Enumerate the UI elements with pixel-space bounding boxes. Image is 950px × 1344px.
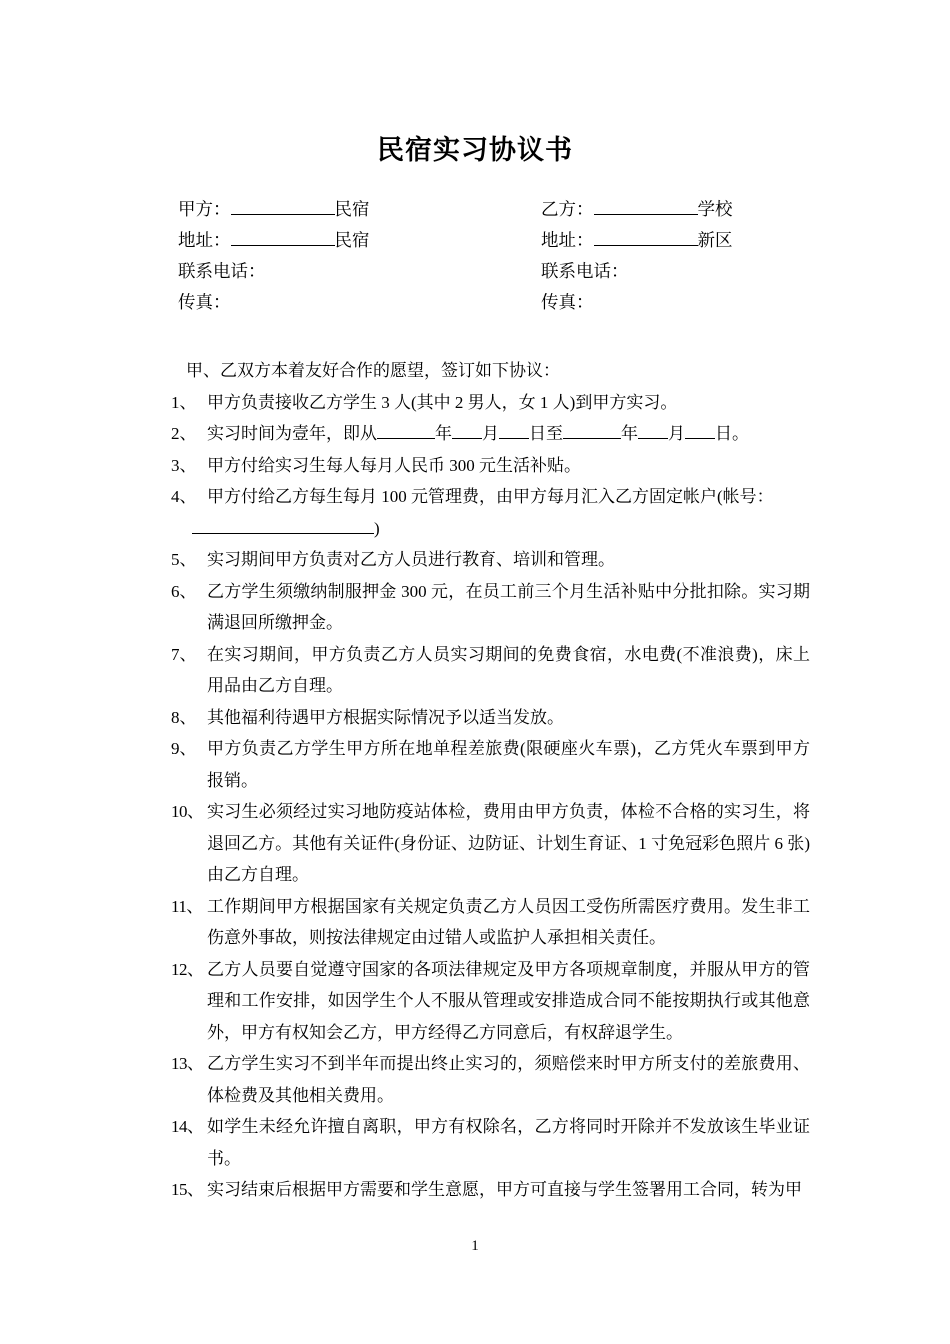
clause-2-prefix: 实习时间为壹年，即从 <box>207 424 377 443</box>
clause-item-9 <box>171 733 810 796</box>
clause-number-11: 11、 <box>171 896 203 916</box>
clause-2-blank-start-month[interactable] <box>452 423 482 439</box>
party-label-first-name: 甲方： <box>178 199 231 219</box>
agreement-body <box>0 355 950 1206</box>
party-row-second-address <box>541 225 733 256</box>
party-information-block <box>0 194 950 319</box>
party-blank-first-address[interactable] <box>231 230 335 246</box>
clause-number-4: 4、 <box>171 487 197 506</box>
clause-4-account-line <box>192 513 810 545</box>
clause-2-blank-end-month[interactable] <box>638 423 668 439</box>
party-column-first <box>178 194 370 318</box>
party-blank-first-name[interactable] <box>231 199 335 215</box>
party-row-first-fax <box>178 287 370 318</box>
page-number: 1 <box>471 1238 479 1254</box>
clause-text-11: 工作期间甲方根据国家有关规定负责乙方人员因工受伤所需医疗费用。发生非工伤意外事故，则按法律规定由过错人或监护人承担相关责任。 <box>207 896 810 947</box>
party-suffix-second-address: 新区 <box>697 230 733 250</box>
clause-text-3: 甲方付给实习生每人每月人民币 300 元生活补贴。 <box>207 455 581 475</box>
clause-number-8: 8、 <box>171 707 197 727</box>
clause-2-label-start-day: 日至 <box>529 424 563 443</box>
clause-number-2: 2、 <box>171 424 197 443</box>
party-row-first-name <box>178 194 370 225</box>
clause-text-5: 实习期间甲方负责对乙方人员进行教育、培训和管理。 <box>207 550 615 569</box>
party-blank-second-address[interactable] <box>594 230 698 246</box>
clause-2-label-end-day: 日。 <box>715 424 749 443</box>
clause-item-11 <box>171 891 810 954</box>
clause-number-10: 10、 <box>171 802 204 821</box>
clause-item-5 <box>171 544 810 576</box>
clause-text-6: 乙方学生须缴纳制服押金 300 元，在员工前三个月生活补贴中分批扣除。实习期满退回所缴押金。 <box>207 581 810 632</box>
party-label-first-fax: 传真： <box>178 292 231 312</box>
clause-item-1 <box>171 387 810 419</box>
clause-text-9: 甲方负责乙方学生甲方所在地单程差旅费(限硬座火车票)，乙方凭火车票到甲方报销。 <box>207 739 810 790</box>
clause-number-12: 12、 <box>171 959 204 979</box>
clause-item-6 <box>171 576 810 639</box>
party-row-second-phone <box>541 256 733 287</box>
clause-text-13: 乙方学生实习不到半年而提出终止实习的，须赔偿来时甲方所支付的差旅费用、体检费及其他相关费用。 <box>207 1054 810 1105</box>
clause-2-label-end-month: 月 <box>668 424 685 443</box>
party-suffix-first-name: 民宿 <box>334 199 370 219</box>
clause-2-label-start-year: 年 <box>435 424 452 443</box>
agreement-intro: 甲、乙双方本着友好合作的愿望，签订如下协议： <box>186 361 560 380</box>
clause-number-5: 5、 <box>171 550 197 569</box>
clause-text-15: 实习结束后根据甲方需要和学生意愿，甲方可直接与学生签署用工合同，转为甲 <box>207 1180 802 1199</box>
party-row-second-name <box>541 194 733 225</box>
party-suffix-first-address: 民宿 <box>334 230 370 250</box>
party-label-first-phone: 联系电话： <box>178 261 266 281</box>
party-label-second-address: 地址： <box>541 230 594 250</box>
clause-text-1: 甲方负责接收乙方学生 3 人(其中 2 男人，女 1 人)到甲方实习。 <box>207 392 678 412</box>
clause-2-blank-start-day[interactable] <box>499 423 529 439</box>
clause-number-6: 6、 <box>171 581 197 601</box>
clause-number-3: 3、 <box>171 455 197 475</box>
clause-text-4: 甲方付给乙方每生每月 100 元管理费，由甲方每月汇入乙方固定帐户(帐号： <box>207 487 774 506</box>
clause-number-13: 13、 <box>171 1054 204 1073</box>
clause-item-8 <box>171 702 810 734</box>
clause-item-7 <box>171 639 810 702</box>
party-row-second-fax <box>541 287 733 318</box>
clause-2-label-start-month: 月 <box>482 424 499 443</box>
party-row-first-address <box>178 225 370 256</box>
clause-text-12: 乙方人员要自觉遵守国家的各项法律规定及甲方各项规章制度，并服从甲方的管理和工作安排，如因学生个人不服从管理或安排造成合同不能按期执行或其他意外，甲方有权知会乙方，甲方经得乙方同意后，有权辞退学生。 <box>207 959 810 1042</box>
clause-4-blank-account-number[interactable] <box>192 518 374 534</box>
clause-2-blank-end-year[interactable] <box>563 423 621 439</box>
clause-number-14: 14、 <box>171 1117 204 1136</box>
party-suffix-second-name: 学校 <box>697 199 733 219</box>
party-label-second-name: 乙方： <box>541 199 594 219</box>
clause-item-4 <box>171 481 810 544</box>
clause-text-8: 其他福利待遇甲方根据实际情况予以适当发放。 <box>207 707 564 727</box>
clause-item-3 <box>171 450 810 482</box>
clause-item-10 <box>171 796 810 891</box>
page-title: 民宿实习协议书 <box>377 135 573 165</box>
clause-item-12 <box>171 954 810 1049</box>
party-label-first-address: 地址： <box>178 230 231 250</box>
clause-item-13 <box>171 1048 810 1111</box>
party-label-second-fax: 传真： <box>541 292 594 312</box>
clause-2-label-end-year: 年 <box>621 424 638 443</box>
clause-number-7: 7、 <box>171 644 197 664</box>
clause-4-close-paren: ) <box>374 518 380 538</box>
clause-number-1: 1、 <box>171 392 197 412</box>
clause-text-7: 在实习期间，甲方负责乙方人员实习期间的免费食宿，水电费(不准浪费)，床上用品由乙方自理。 <box>207 644 810 695</box>
clause-item-14 <box>171 1111 810 1174</box>
party-blank-second-name[interactable] <box>594 199 698 215</box>
clause-number-15: 15、 <box>171 1180 204 1199</box>
party-column-second <box>541 194 733 318</box>
clause-item-15 <box>171 1174 810 1206</box>
clause-text-14: 如学生未经允许擅自离职，甲方有权除名，乙方将同时开除并不发放该生毕业证书。 <box>207 1117 810 1168</box>
clause-2-blank-start-year[interactable] <box>377 423 435 439</box>
clause-text-10: 实习生必须经过实习地防疫站体检，费用由甲方负责，体检不合格的实习生，将退回乙方。其他有关证件(身份证、边防证、计划生育证、1 寸免冠彩色照片 6 张)由乙方自理。 <box>207 802 810 884</box>
party-label-second-phone: 联系电话： <box>541 261 629 281</box>
clause-item-2 <box>171 418 810 450</box>
clause-2-blank-end-day[interactable] <box>685 423 715 439</box>
clause-text-2 <box>207 418 810 450</box>
party-row-first-phone <box>178 256 370 287</box>
clause-number-9: 9、 <box>171 739 197 758</box>
